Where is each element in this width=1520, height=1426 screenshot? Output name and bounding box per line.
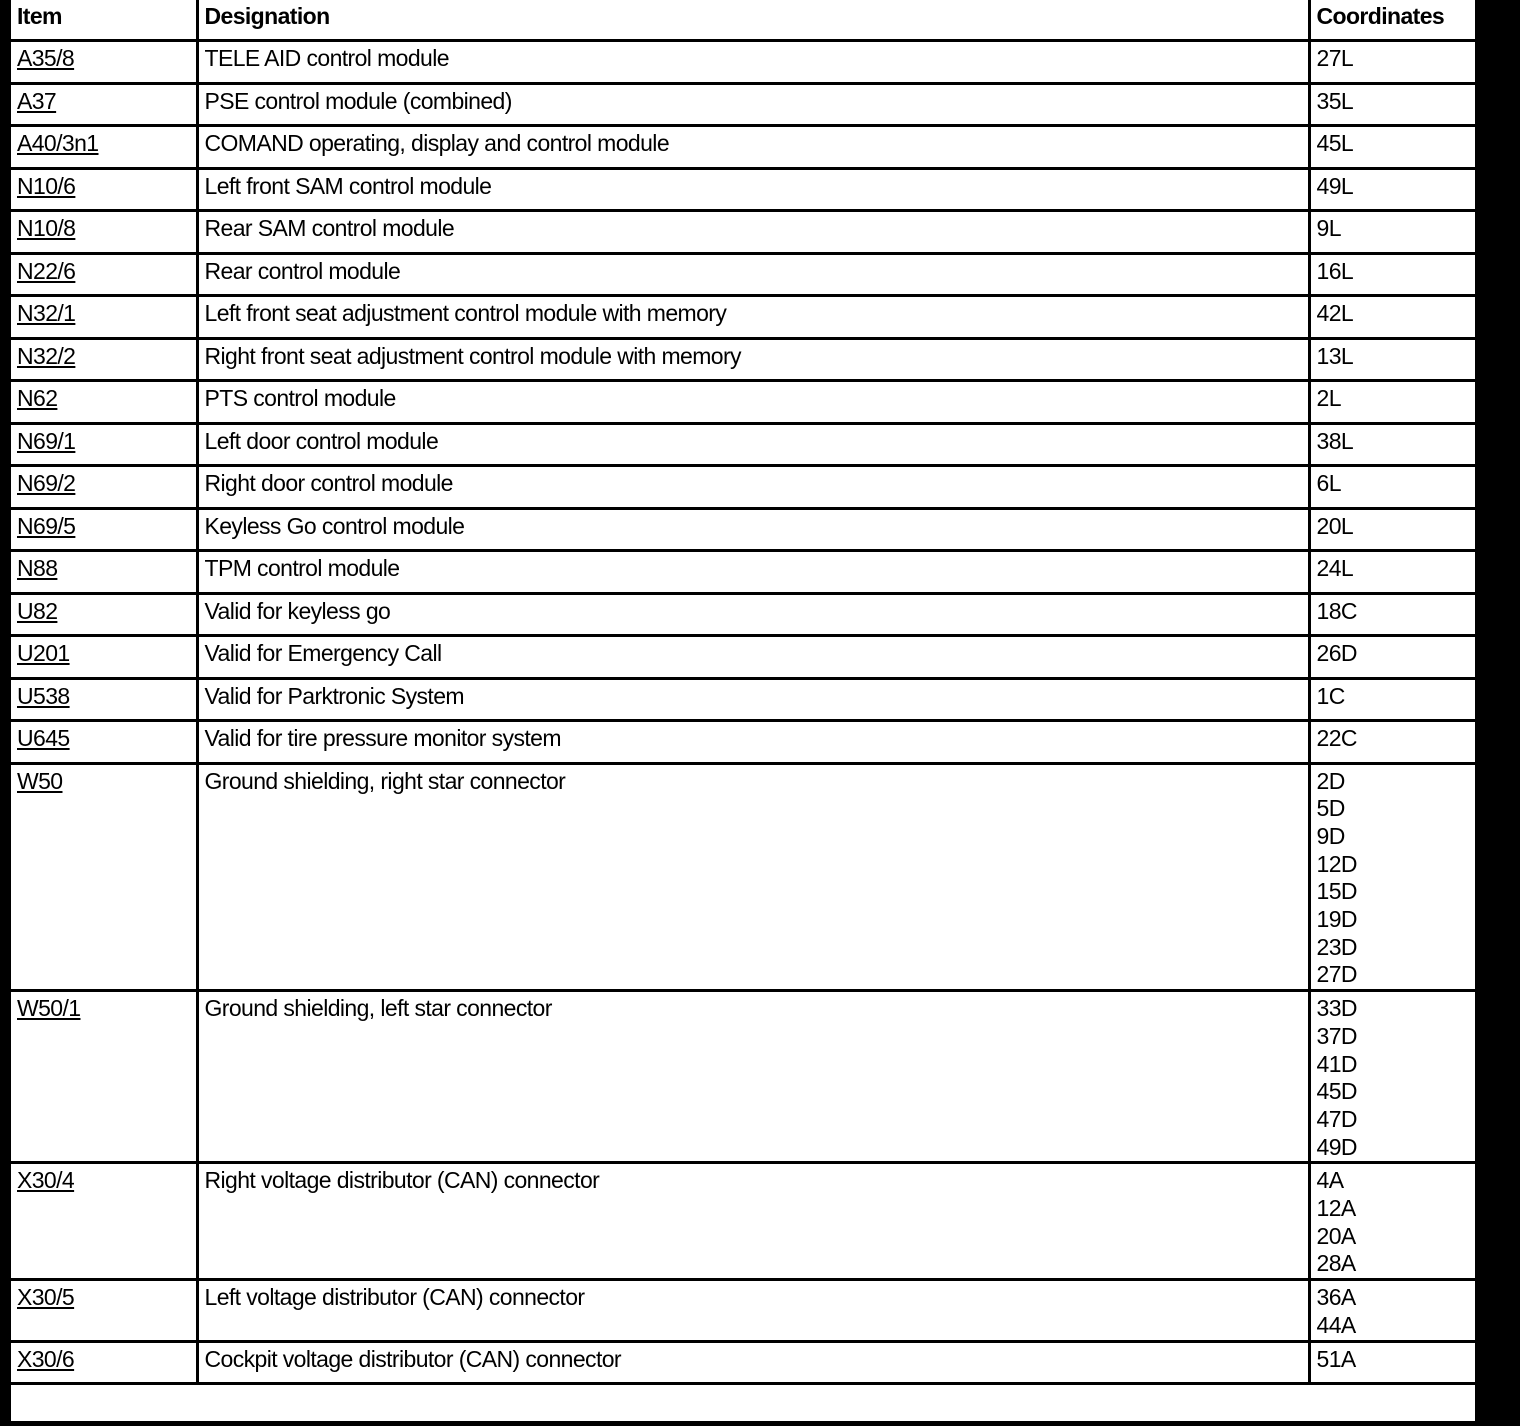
table-row [11,991,1475,1163]
coordinates-cell [1309,253,1475,296]
item-cell [11,126,197,169]
coordinate-value: 49D [1316,1133,1357,1160]
coordinate-value: 49L [1316,172,1354,199]
table-row [11,423,1475,466]
coordinate-value: 27L [1316,45,1354,71]
coordinate-value: 9D [1316,822,1345,849]
item-link[interactable]: N69/1 [17,427,76,454]
coordinates-cell [1309,721,1475,764]
table-row [11,211,1475,254]
item-cell [11,763,197,991]
item-link[interactable]: N88 [17,555,58,581]
item-cell [11,296,197,339]
table-row [11,508,1475,551]
item-cell [11,1163,197,1280]
table-row [11,593,1475,636]
item-link[interactable]: X30/5 [17,1284,75,1311]
coordinate-value: 35L [1316,87,1354,114]
item-link[interactable]: N10/6 [17,172,76,199]
designation-cell: Rear SAM control module [197,211,1309,254]
table-row [11,636,1475,679]
item-link[interactable]: W50/1 [17,995,81,1022]
coordinate-value: 4A [1316,1167,1344,1194]
coordinate-value: 27D [1316,961,1357,988]
coordinates-cell [1309,1163,1475,1280]
table-row [11,1163,1475,1280]
table-row [11,338,1475,381]
item-cell [11,721,197,764]
table-row [11,83,1475,126]
coordinates-cell [1309,296,1475,339]
designation-cell: COMAND operating, display and control module [197,126,1309,169]
item-link[interactable]: N10/8 [17,215,76,241]
item-link[interactable]: A37 [17,87,57,114]
coordinates-cell [1309,636,1475,679]
table-row [11,381,1475,424]
coordinate-value: 1C [1316,682,1345,709]
coordinate-value: 2D [1316,767,1345,794]
table-row [11,126,1475,169]
item-link[interactable]: N69/5 [17,512,76,539]
designation-cell: Left front seat adjustment control module with memory [197,296,1309,339]
item-cell [11,83,197,126]
item-link[interactable]: U645 [17,725,70,751]
coordinate-value: 26D [1316,640,1357,666]
table-row [11,466,1475,509]
coordinate-value: 44A [1316,1311,1356,1338]
coordinates-cell [1309,1280,1475,1341]
coordinate-value: 16L [1316,257,1354,284]
designation-cell: Left door control module [197,423,1309,466]
coordinate-value: 36A [1316,1284,1356,1311]
header-coordinates: Coordinates [1309,0,1475,41]
designation-cell: Valid for keyless go [197,593,1309,636]
coordinate-value: 15D [1316,878,1357,905]
coordinates-cell [1309,423,1475,466]
table-row [11,721,1475,764]
header-item: Item [11,0,197,41]
designation-cell: PTS control module [197,381,1309,424]
designation-cell: Left voltage distributor (CAN) connector [197,1280,1309,1341]
item-link[interactable]: U201 [17,640,70,666]
item-link[interactable]: N62 [17,385,58,411]
coordinate-value: 47D [1316,1105,1357,1132]
table-row [11,678,1475,721]
coordinate-value: 45D [1316,1078,1357,1105]
designation-cell: Left front SAM control module [197,168,1309,211]
table-row [11,763,1475,991]
item-link[interactable]: X30/6 [17,1345,75,1372]
component-legend-document [11,0,1475,1421]
coordinate-value: 41D [1316,1050,1357,1077]
item-cell [11,593,197,636]
designation-cell: Valid for Parktronic System [197,678,1309,721]
coordinate-value: 33D [1316,995,1357,1022]
item-link[interactable]: A35/8 [17,45,75,71]
coordinate-value: 42L [1316,300,1354,326]
item-cell [11,381,197,424]
item-link[interactable]: N32/2 [17,342,76,369]
coordinate-value: 28A [1316,1250,1356,1277]
item-cell [11,211,197,254]
designation-cell: Ground shielding, left star connector [197,991,1309,1163]
table-row [11,296,1475,339]
coordinates-cell [1309,508,1475,551]
coordinates-cell [1309,338,1475,381]
coordinate-value: 13L [1316,342,1354,369]
coordinate-value: 2L [1316,385,1341,411]
item-cell [11,636,197,679]
coordinate-value: 12A [1316,1195,1356,1222]
item-link[interactable]: A40/3n1 [17,130,99,156]
item-link[interactable]: N22/6 [17,257,76,284]
table-header-row [11,0,1475,41]
item-link[interactable]: N69/2 [17,470,76,496]
coordinate-value: 6L [1316,470,1341,496]
designation-cell: Right door control module [197,466,1309,509]
coordinate-value: 23D [1316,933,1357,960]
designation-cell: Cockpit voltage distributor (CAN) connector [197,1341,1309,1384]
coordinate-value: 5D [1316,795,1345,822]
item-cell [11,466,197,509]
item-link[interactable]: U538 [17,682,70,709]
designation-cell: Valid for tire pressure monitor system [197,721,1309,764]
coordinate-value: 19D [1316,906,1357,933]
coordinates-cell [1309,41,1475,84]
designation-cell: Keyless Go control module [197,508,1309,551]
coordinates-cell [1309,1341,1475,1384]
table-row [11,41,1475,84]
coordinates-cell [1309,211,1475,254]
coordinate-value: 12D [1316,850,1357,877]
item-cell [11,551,197,594]
coordinate-value: 20A [1316,1222,1356,1249]
item-cell [11,1280,197,1341]
item-cell [11,991,197,1163]
table-row [11,168,1475,211]
item-cell [11,678,197,721]
header-designation: Designation [197,0,1309,41]
designation-cell: TPM control module [197,551,1309,594]
component-table [11,0,1475,1385]
coordinate-value: 20L [1316,512,1354,539]
item-link[interactable]: N32/1 [17,300,76,326]
coordinate-value: 24L [1316,555,1354,581]
designation-cell: TELE AID control module [197,41,1309,84]
coordinate-value: 37D [1316,1022,1357,1049]
coordinates-cell [1309,168,1475,211]
coordinates-cell [1309,991,1475,1163]
item-cell [11,508,197,551]
coordinates-cell [1309,381,1475,424]
item-link[interactable]: W50 [17,767,63,794]
coordinates-cell [1309,83,1475,126]
table-row [11,1280,1475,1341]
item-cell [11,338,197,381]
table-row [11,253,1475,296]
table-row [11,1341,1475,1384]
coordinates-cell [1309,551,1475,594]
item-cell [11,253,197,296]
designation-cell: Rear control module [197,253,1309,296]
coordinate-value: 45L [1316,130,1354,156]
coordinates-cell [1309,126,1475,169]
item-cell [11,423,197,466]
designation-cell: Right voltage distributor (CAN) connector [197,1163,1309,1280]
coordinates-cell [1309,678,1475,721]
designation-cell: Valid for Emergency Call [197,636,1309,679]
table-row [11,551,1475,594]
designation-cell: Right front seat adjustment control module with memory [197,338,1309,381]
item-cell [11,1341,197,1384]
coordinate-value: 51A [1316,1345,1356,1372]
coordinates-cell [1309,593,1475,636]
coordinate-value: 22C [1316,725,1357,751]
coordinate-value: 18C [1316,597,1357,624]
coordinates-cell [1309,763,1475,991]
coordinate-value: 38L [1316,427,1354,454]
item-link[interactable]: X30/4 [17,1167,75,1194]
item-link[interactable]: U82 [17,597,58,624]
designation-cell: PSE control module (combined) [197,83,1309,126]
item-cell [11,41,197,84]
coordinates-cell [1309,466,1475,509]
designation-cell: Ground shielding, right star connector [197,763,1309,991]
coordinate-value: 9L [1316,215,1341,241]
item-cell [11,168,197,211]
